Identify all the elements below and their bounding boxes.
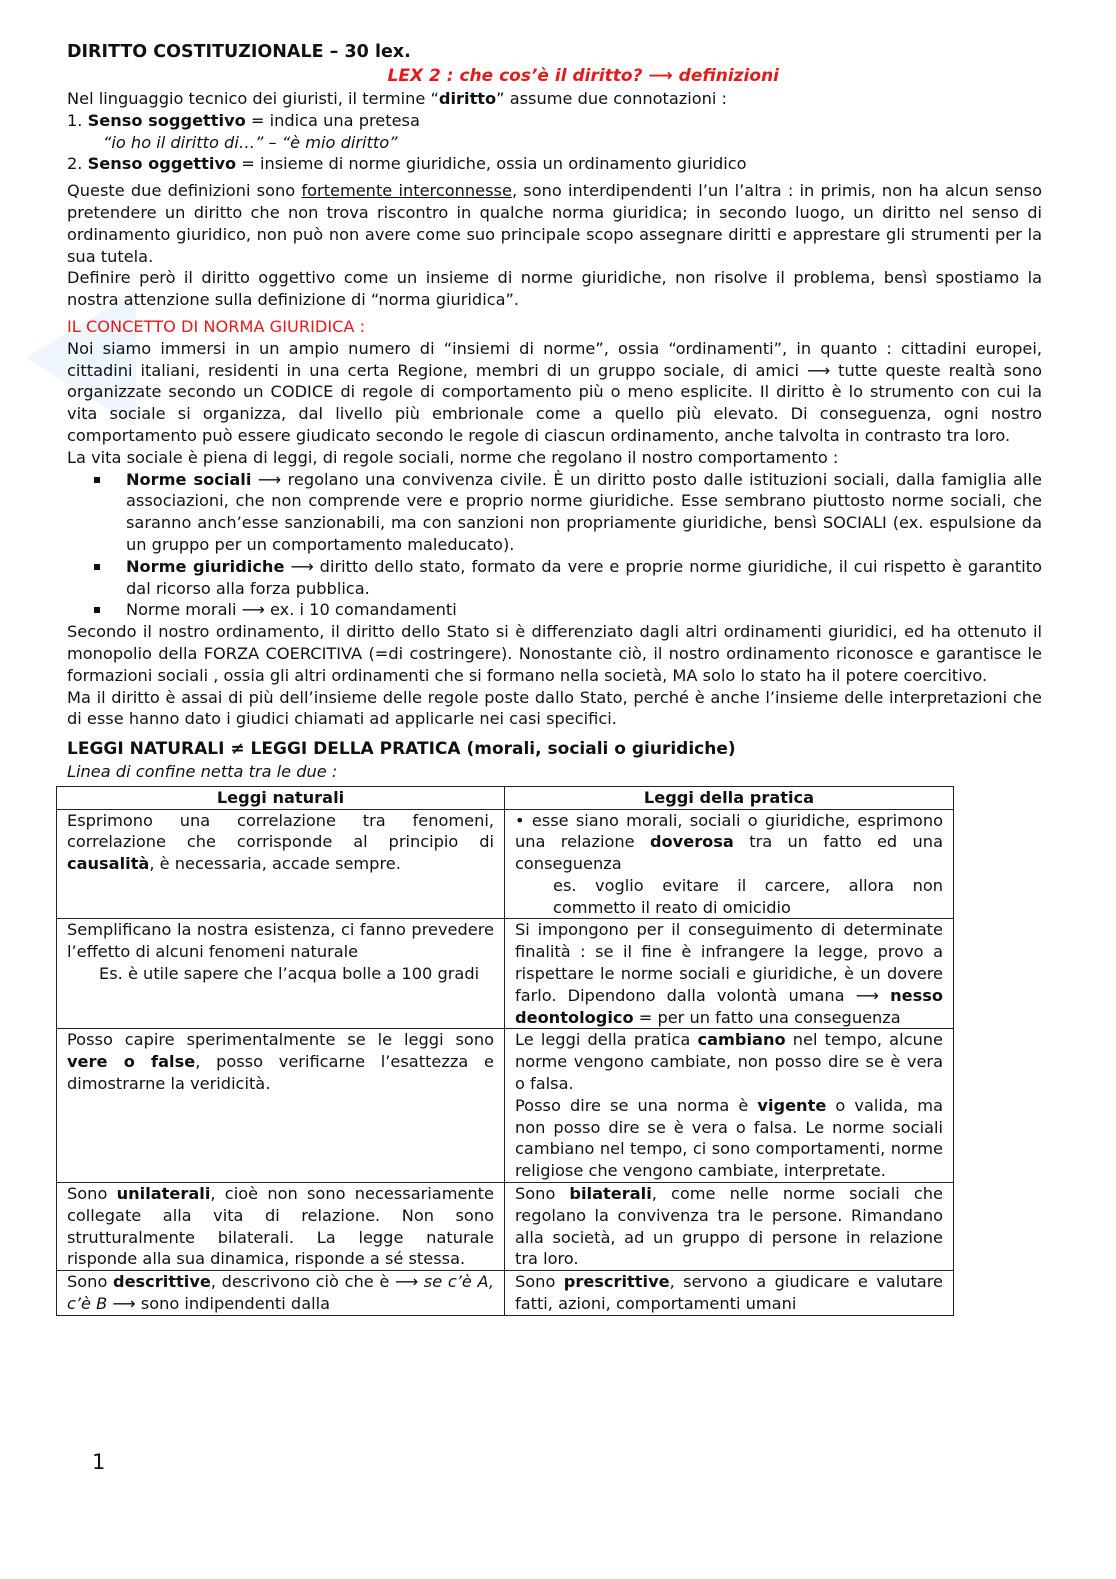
- list-item: Norme giuridiche ⟶ diritto dello stato, formato da vere e proprie norme giuridiche, il cui rispetto è garantito dal ricorso alla forza pubblica.: [67, 556, 1042, 600]
- cell-example: Es. è utile sapere che l’acqua bolle a 100 gradi: [99, 964, 480, 984]
- lecture-heading: LEX 2 : che cos’è il diritto? ⟶ definizioni: [387, 66, 779, 86]
- table-cell: Sono bilaterali, come nelle norme sociali che regolano la convivenza tra le persone. Rimandano alla società, ad un gruppo di persone in relazione tra loro.: [505, 1183, 954, 1271]
- definition-paragraph: Definire però il diritto oggettivo come un insieme di norme giuridiche, non risolve il problema, bensì spostiamo la nostra attenzione sulla definizione di “norma giuridica”.: [67, 268, 1042, 310]
- table-cell: Posso capire sperimentalmente se le leggi sono vere o false, posso verificarne l’esattezza e dimostrarne la veridicità.: [57, 1029, 505, 1183]
- column-header: Leggi della pratica: [505, 786, 954, 809]
- square-bullet-icon: [94, 607, 100, 613]
- table-row: [57, 1271, 954, 1316]
- list-item: Norme morali ⟶ ex. i 10 comandamenti: [67, 599, 1042, 621]
- cell-text: Semplificano la nostra esistenza, ci fanno prevedere l’effetto di alcuni fenomeni naturale: [67, 920, 494, 962]
- column-header: Leggi naturali: [57, 786, 505, 809]
- table-cell: Sono prescrittive, servono a giudicare e valutare fatti, azioni, comportamenti umani: [505, 1271, 954, 1316]
- table-row: [57, 919, 954, 1029]
- table-cell: Esprimono una correlazione tra fenomeni, correlazione che corrisponde al principio di causalità, è necessaria, accade sempre.: [57, 809, 505, 919]
- ordinamenti-paragraph: Noi siamo immersi in un ampio numero di “insiemi di norme”, ossia “ordinamenti”, in quanto : cittadini europei, cittadini italiani, residenti in una certa Regione, membri di un gruppo sociale, di amici ⟶ tutte queste realtà sono organizzate secondo un CODICE di regole di comportamento più o meno esplicite. Il diritto è lo strumento con cui la vita sociale si organizza, dal livello più embrionale come a quello più elevato. Di conseguenza, ogni nostro comportamento può essere giudicato secondo le regole di ciascun ordinamento, anche talvolta in contrasto tra loro.: [67, 338, 1042, 445]
- table-header-row: [57, 786, 954, 809]
- table-cell: [57, 919, 505, 1029]
- cell-text: • esse siano morali, sociali o giuridiche, esprimono una relazione doverosa tra un fatto ed una conseguenza: [515, 810, 943, 874]
- table-row: [57, 809, 954, 919]
- dot-bullet-icon: •: [515, 810, 525, 830]
- state-law-paragraph: Secondo il nostro ordinamento, il diritto dello Stato si è differenziato dagli altri ordinamenti giuridici, ed ha ottenuto il monopolio della FORZA COERCITIVA (=di costringere). Nonostante ciò, il nostro ordinamento riconosce e garantisce le formazioni sociali , ossia gli altri ordinamenti che si formano nella società, MA solo lo stato ha il potere coercitivo.: [67, 622, 1042, 685]
- page-number: 1: [92, 1450, 106, 1474]
- document-page: [67, 40, 1042, 1316]
- table-cell: Sono descrittive, descrivono ciò che è ⟶ se c’è A, c’è B ⟶ sono indipendenti dalla: [57, 1271, 505, 1316]
- table-row: [57, 1029, 954, 1183]
- cell-example: es. voglio evitare il carcere, allora non commetto il reato di omicidio: [553, 875, 943, 917]
- list-item-subjective: 1. Senso soggettivo = indica una pretesa: [67, 110, 420, 130]
- comparison-table: [56, 786, 954, 1316]
- intro-paragraph: Nel linguaggio tecnico dei giuristi, il termine “diritto” assume due connotazioni :: [67, 89, 728, 108]
- subjective-example: “io ho il diritto di…” – “è mio diritto”: [103, 132, 398, 152]
- table-cell: Sono unilaterali, cioè non sono necessariamente collegate alla vita di relazione. Non sono strutturalmente bilaterali. La legge naturale risponde alla sua dinamica, risponde a sé stessa.: [57, 1183, 505, 1271]
- social-life-paragraph: La vita sociale è piena di leggi, di regole sociali, norme che regolano il nostro comportamento :: [67, 447, 839, 467]
- table-row: [57, 1183, 954, 1271]
- interpretation-paragraph: Ma il diritto è assai di più dell’insieme delle regole poste dallo Stato, perché è anche l’insieme delle interpretazioni che di esse hanno dato i giudici chiamati ad applicarle nei casi specifici.: [67, 687, 1042, 729]
- laws-subtitle: Linea di confine netta tra le due :: [67, 761, 338, 781]
- table-cell: [505, 809, 954, 919]
- table-cell: Si impongono per il conseguimento di determinate finalità : se il fine è infrangere la legge, provo a rispettare le norme sociali e giuridiche, è un dovere farlo. Dipendono dalla volontà umana ⟶ nesso deontologico = per un fatto una conseguenza: [505, 919, 954, 1029]
- cell-text: Posso dire se una norma è vigente o valida, ma non posso dire se è vera o falsa. Le norme sociali cambiano nel tempo, ci sono comportamenti, norme religiose che vengono cambiate, interpretate.: [515, 1095, 943, 1181]
- laws-heading: LEGGI NATURALI ≠ LEGGI DELLA PRATICA (morali, sociali o giuridiche): [67, 739, 736, 760]
- list-item: Norme sociali ⟶ regolano una convivenza civile. È un diritto posto dalle istituzioni sociali, dalla famiglia alle associazioni, che non comprende vere e proprio norme giuridiche. Esse sembrano piuttosto norme sociali, che saranno anch’esse sanzionabili, ma con sanzioni non propriamente giuridiche, bensì SOCIALI (ex. espulsione da un gruppo per un comportamento maleducato).: [67, 469, 1042, 556]
- document-title: DIRITTO COSTITUZIONALE – 30 lex.: [67, 42, 411, 62]
- square-bullet-icon: [94, 564, 100, 570]
- cell-text: Le leggi della pratica cambiano nel tempo, alcune norme vengono cambiate, non posso dire se è vera o falsa.: [515, 1030, 943, 1094]
- table-cell: [505, 1029, 954, 1183]
- square-bullet-icon: [94, 477, 100, 483]
- list-item-objective: 2. Senso oggettivo = insieme di norme giuridiche, ossia un ordinamento giuridico: [67, 154, 747, 174]
- norms-list: [67, 469, 1042, 622]
- section-heading-norma: IL CONCETTO DI NORMA GIURIDICA :: [67, 316, 366, 336]
- interconnection-paragraph: Queste due definizioni sono fortemente interconnesse, sono interdipendenti l’un l’altra : in primis, non ha alcun senso pretendere un diritto che non trova riscontro in qualche norma giuridica; in secondo luogo, un diritto nel senso di ordinamento giuridico, non può non avere come suo principale scopo assegnare diritti e apprestare gli strumenti per la sua tutela.: [67, 181, 1042, 266]
